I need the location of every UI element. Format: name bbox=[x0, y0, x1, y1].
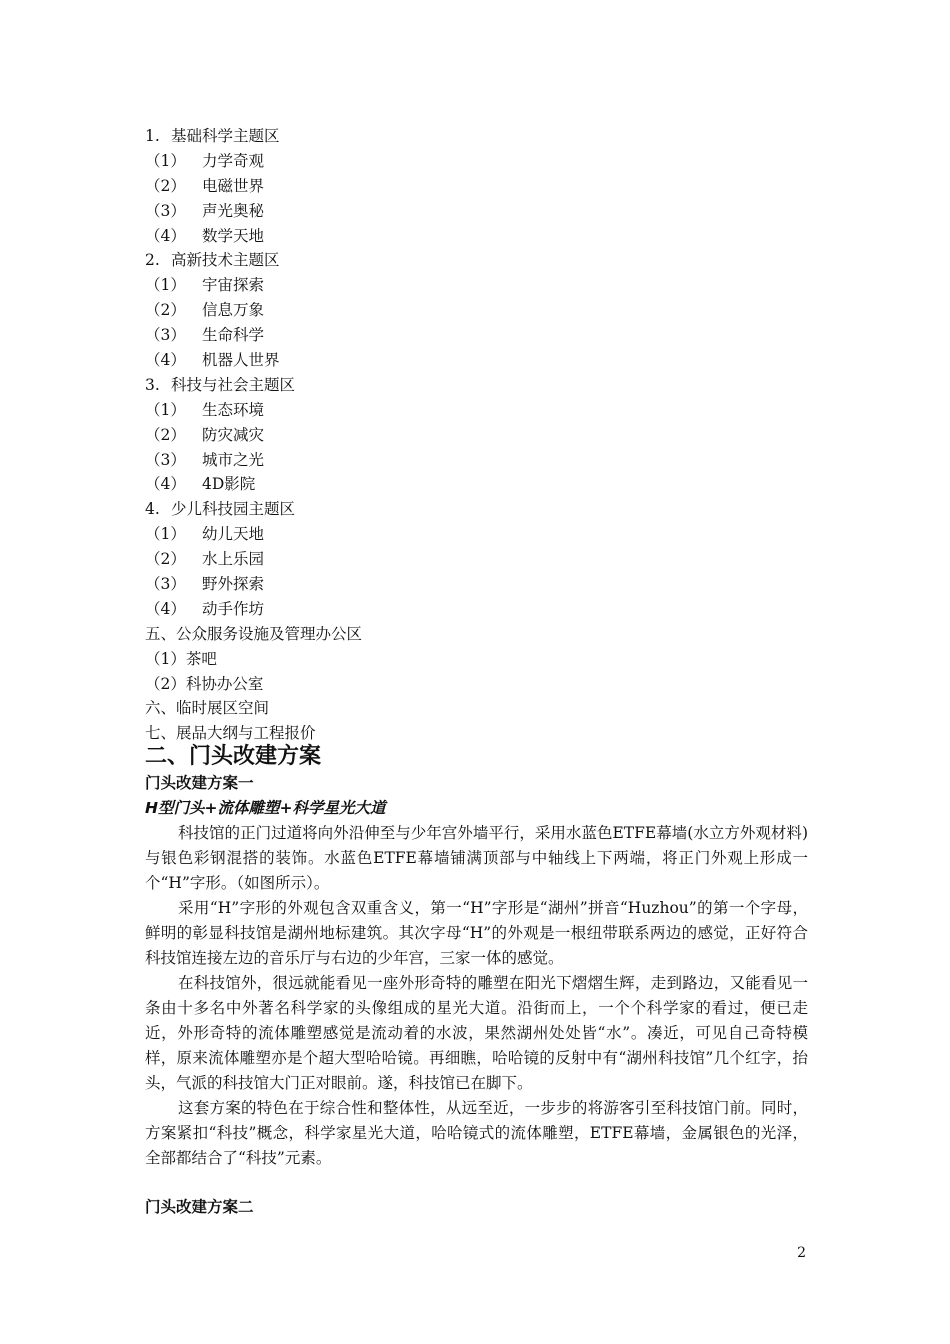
outline-item bbox=[145, 373, 825, 398]
outline-item-number: （3） bbox=[145, 575, 186, 594]
outline-item-label: 五、公众服务设施及管理办公区 bbox=[145, 624, 363, 643]
outline-item-label: 科技与社会主题区 bbox=[171, 375, 296, 394]
section-heading: 二、门头改建方案 bbox=[145, 744, 322, 769]
outline-item bbox=[145, 323, 825, 348]
outline-item-label: 六、临时展区空间 bbox=[145, 699, 270, 718]
outline-item-label: 基础科学主题区 bbox=[171, 127, 280, 145]
outline-item bbox=[145, 199, 825, 224]
outline-item-label: 声光奥秘 bbox=[202, 201, 265, 220]
outline-item-number: （3） bbox=[145, 450, 186, 469]
paragraph: 这套方案的特色在于综合性和整体性，从远至近，一步步的将游客引至科技馆门前。同时，方案紧扣“科技”概念，科学家星光大道，哈哈镜式的流体雕塑，ETFE幕墙，金属银色的光泽，全部都结合了“科技”元素。 bbox=[145, 1099, 808, 1167]
outline-item-number: 3. bbox=[145, 375, 160, 394]
outline-item bbox=[145, 597, 825, 622]
outline-item-number: 2. bbox=[145, 251, 160, 270]
outline-item-number: （2） bbox=[145, 550, 186, 569]
scheme-one-heading: 门头改建方案一 bbox=[145, 774, 254, 792]
page-number: 2 bbox=[797, 1245, 806, 1261]
outline-item-number: （2） bbox=[145, 425, 186, 444]
outline-item-label: 七、展品大纲与工程报价 bbox=[145, 724, 316, 743]
outline-item bbox=[145, 273, 825, 298]
outline-item bbox=[145, 348, 825, 373]
outline-item-number: 4. bbox=[145, 500, 160, 519]
outline-item bbox=[145, 448, 825, 473]
outline-item-label: 城市之光 bbox=[202, 450, 265, 469]
outline-item-number: （1） bbox=[145, 151, 186, 170]
outline-item bbox=[145, 248, 825, 273]
outline-item-label: 防灾减灾 bbox=[202, 425, 265, 444]
outline-item-label: 动手作坊 bbox=[202, 599, 265, 618]
scheme-one-body bbox=[145, 821, 808, 1171]
outline-item bbox=[145, 149, 825, 174]
outline-item bbox=[145, 547, 825, 572]
outline-item-label: 水上乐园 bbox=[202, 550, 265, 569]
scheme-one-subtitle: H型门头+流体雕塑+科学星光大道 bbox=[145, 799, 386, 817]
outline-item-number: （4） bbox=[145, 599, 186, 618]
outline-item bbox=[145, 224, 825, 249]
outline-item bbox=[145, 423, 825, 448]
outline-item bbox=[145, 497, 825, 522]
outline-item-number: （1） bbox=[145, 525, 186, 544]
outline-item-label: 数学天地 bbox=[202, 226, 265, 245]
outline-item bbox=[145, 522, 825, 547]
outline-item-label: 信息万象 bbox=[202, 301, 265, 320]
outline-item-label: 宇宙探索 bbox=[202, 276, 265, 295]
outline-item bbox=[145, 472, 825, 497]
outline-item-number: （3） bbox=[145, 201, 186, 220]
outline-item-label: 高新技术主题区 bbox=[171, 251, 280, 270]
outline-item bbox=[145, 174, 825, 199]
outline-item-number: （2） bbox=[145, 301, 186, 320]
scheme-two-heading: 门头改建方案二 bbox=[145, 1198, 254, 1216]
outline-item bbox=[145, 672, 825, 697]
outline-item-label: 生命科学 bbox=[202, 326, 265, 345]
outline-item-number: （4） bbox=[145, 226, 186, 245]
paragraph: 科技馆的正门过道将向外沿伸至与少年宫外墙平行，采用水蓝色ETFE幕墙(水立方外观材料)与银色彩钢混搭的装饰。水蓝色ETFE幕墙铺满顶部与中轴线上下两端，将正门外观上形成一个“H”字形。（如图所示）。 bbox=[145, 824, 808, 892]
outline-item-label: 4D影院 bbox=[202, 475, 256, 494]
outline-item-label: 电磁世界 bbox=[202, 176, 265, 195]
outline-item bbox=[145, 398, 825, 423]
outline-item bbox=[145, 572, 825, 597]
outline-item-label: （1）茶吧 bbox=[145, 649, 217, 668]
outline-item-label: （2）科协办公室 bbox=[145, 674, 264, 693]
outline-list bbox=[145, 124, 825, 746]
outline-item-label: 少儿科技园主题区 bbox=[171, 500, 296, 519]
outline-item-number: （2） bbox=[145, 176, 186, 195]
outline-item bbox=[145, 124, 825, 149]
outline-item bbox=[145, 696, 825, 721]
outline-item-number: （1） bbox=[145, 276, 186, 295]
outline-item-label: 力学奇观 bbox=[202, 151, 265, 170]
outline-item-number: （3） bbox=[145, 326, 186, 345]
paragraph: 采用“H”字形的外观包含双重含义，第一“H”字形是“湖州”拼音“Huzhou”的第一个字母，鲜明的彰显科技馆是湖州地标建筑。其次字母“H”的外观是一根纽带联系两边的感觉，正好符合科技馆连接左边的音乐厅与右边的少年宫，三家一体的感觉。 bbox=[145, 899, 808, 967]
outline-item-label: 野外探索 bbox=[202, 575, 265, 594]
outline-item-label: 机器人世界 bbox=[202, 351, 280, 370]
outline-item-label: 生态环境 bbox=[202, 400, 265, 419]
paragraph: 在科技馆外，很远就能看见一座外形奇特的雕塑在阳光下熠熠生辉，走到路边，又能看见一条由十多名中外著名科学家的头像组成的星光大道。沿街而上，一个个科学家的看过，便已走近，外形奇特的流体雕塑感觉是流动着的水波，果然湖州处处皆“水”。凑近，可见自己奇特模样，原来流体雕塑亦是个超大型哈哈镜。再细瞧，哈哈镜的反射中有“湖州科技馆”几个红字，抬头，气派的科技馆大门正对眼前。遂，科技馆已在脚下。 bbox=[145, 974, 808, 1092]
outline-item-number: （4） bbox=[145, 475, 186, 494]
outline-item bbox=[145, 622, 825, 647]
outline-item bbox=[145, 647, 825, 672]
outline-item-number: （4） bbox=[145, 351, 186, 370]
outline-item bbox=[145, 298, 825, 323]
outline-item-label: 幼儿天地 bbox=[202, 525, 265, 544]
outline-item-number: 1. bbox=[145, 127, 160, 145]
outline-item-number: （1） bbox=[145, 400, 186, 419]
